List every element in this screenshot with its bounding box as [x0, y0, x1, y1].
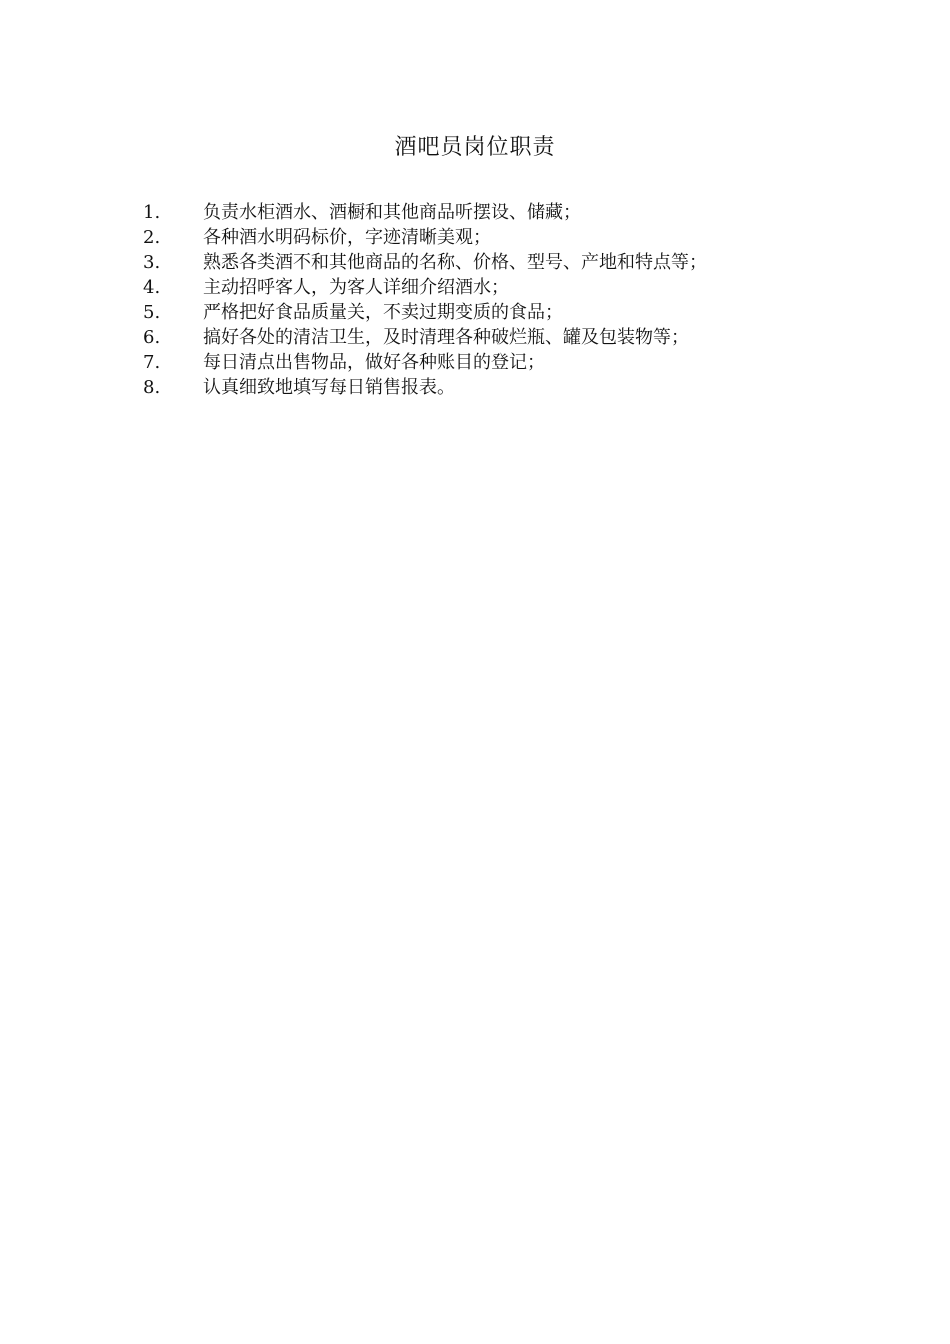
item-number: 6. — [143, 327, 161, 348]
item-number: 2. — [143, 227, 161, 248]
list-item — [143, 350, 843, 375]
document-title: 酒吧员岗位职责 — [394, 135, 556, 160]
list-item — [143, 250, 843, 275]
item-number: 5. — [143, 302, 161, 323]
item-number: 7. — [143, 352, 161, 373]
item-text: 每日清点出售物品，做好各种账目的登记； — [203, 352, 545, 373]
list-item — [143, 275, 843, 300]
item-text: 搞好各处的清洁卫生，及时清理各种破烂瓶、罐及包装物等； — [203, 327, 689, 348]
list-item — [143, 225, 843, 250]
list-item — [143, 300, 843, 325]
item-text: 主动招呼客人，为客人详细介绍酒水； — [203, 277, 509, 298]
item-number: 1. — [143, 202, 161, 223]
list-item — [143, 200, 843, 225]
item-number: 8. — [143, 377, 161, 398]
item-text: 严格把好食品质量关，不卖过期变质的食品； — [203, 302, 563, 323]
item-text: 负责水柜酒水、酒橱和其他商品听摆设、储藏； — [203, 202, 581, 223]
duty-list — [143, 200, 843, 400]
list-item — [143, 325, 843, 350]
list-item — [143, 375, 843, 400]
item-text: 认真细致地填写每日销售报表。 — [203, 377, 455, 398]
item-text: 各种酒水明码标价，字迹清晰美观； — [203, 227, 491, 248]
item-number: 4. — [143, 277, 161, 298]
item-text: 熟悉各类酒不和其他商品的名称、价格、型号、产地和特点等； — [203, 252, 707, 273]
item-number: 3. — [143, 252, 161, 273]
